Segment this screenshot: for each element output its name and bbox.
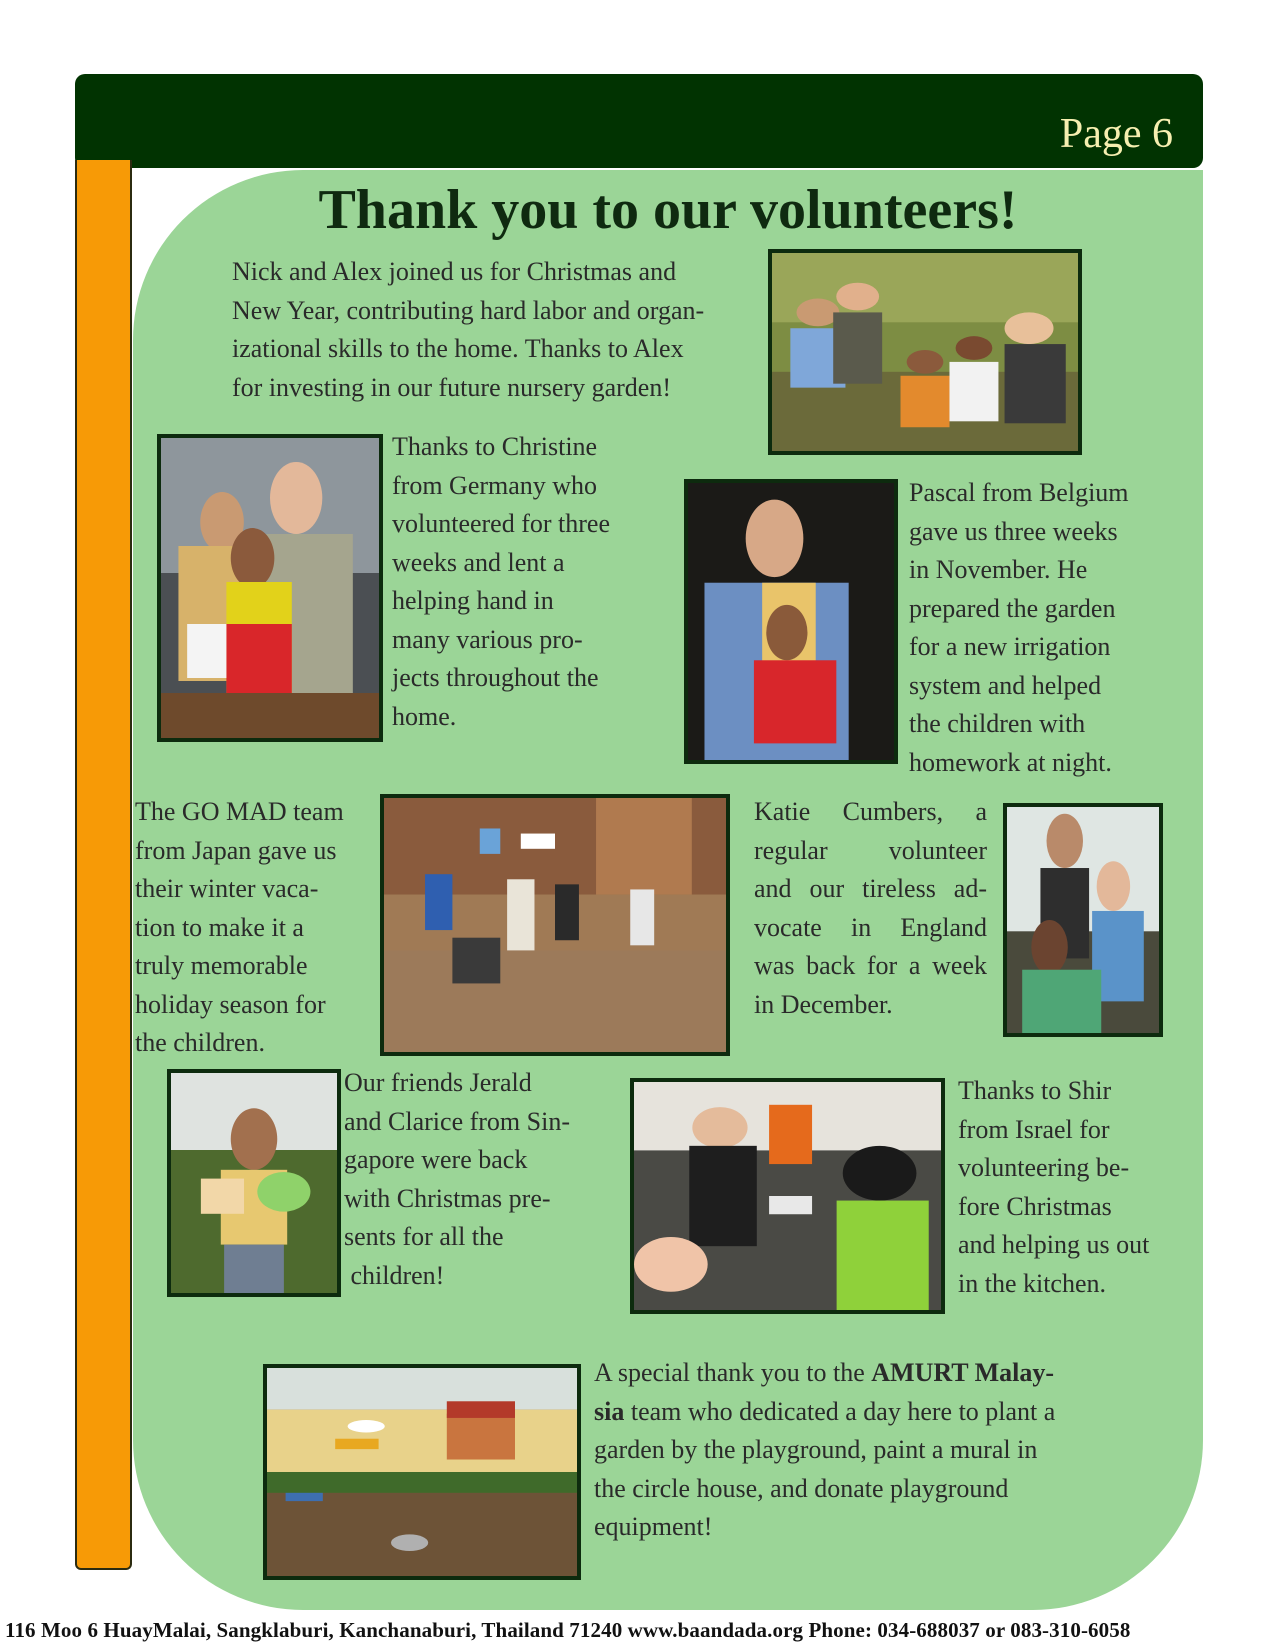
text-line: weeks and lent a <box>392 547 565 577</box>
text-line: izational skills to the home. Thanks to Alex <box>232 334 684 363</box>
text-katie <box>754 793 987 1024</box>
text-line: volunteering be- <box>958 1153 1130 1182</box>
text-line: Thanks to Christine <box>392 432 598 461</box>
text-line: Our friends Jerald <box>344 1068 532 1097</box>
text-line: the circle house, and donate playground <box>594 1473 1009 1503</box>
text-line: regular volunteer <box>754 835 987 865</box>
text-line: in December. <box>754 989 893 1019</box>
photo-amurt-mural <box>263 1364 581 1580</box>
text-line: New Year, contributing hard labor and organ- <box>232 295 705 325</box>
text-line: tion to make it a <box>135 912 304 942</box>
text-segment: A special thank you to the <box>594 1358 872 1387</box>
amurt-name-part1: AMURT Malay- <box>871 1358 1055 1387</box>
text-line: from Germany who <box>392 470 598 500</box>
text-nick-alex <box>232 253 762 407</box>
header-bar <box>75 74 1203 168</box>
text-line <box>594 1393 1174 1432</box>
photo-go-mad-team <box>380 794 730 1056</box>
text-jerald-clarice <box>344 1064 604 1295</box>
text-line: helping hand in <box>392 586 554 615</box>
text-segment: team who dedicated a day here to plant a <box>624 1396 1056 1426</box>
text-line: in the kitchen. <box>958 1268 1107 1298</box>
text-line: the children with <box>909 709 1086 738</box>
text-line: sents for all the <box>344 1222 504 1251</box>
footer-contact: 116 Moo 6 HuayMalai, Sangklaburi, Kanchanaburi, Thailand 71240 www.baandada.org Phone: 034-688037 or 083-310-6058 <box>5 1618 1131 1642</box>
text-line <box>594 1354 1174 1393</box>
text-line: the children. <box>135 1028 265 1057</box>
text-christine <box>392 428 652 736</box>
photo-katie <box>1003 803 1163 1037</box>
text-line: equipment! <box>594 1512 713 1541</box>
page-number: Page 6 <box>1059 111 1173 157</box>
text-line: Thanks to Shir <box>958 1076 1112 1105</box>
text-line: Nick and Alex joined us for Christmas and <box>232 257 677 286</box>
text-line: truly memorable <box>135 951 308 980</box>
photo-nick-alex-group <box>768 249 1082 455</box>
page-title: Thank you to our volunteers! <box>318 179 1018 241</box>
text-pascal <box>909 474 1179 782</box>
text-line: and helping us out <box>958 1230 1150 1259</box>
text-line: from Israel for <box>958 1114 1110 1144</box>
text-line: and our tireless ad- <box>754 874 987 903</box>
text-line: prepared the garden <box>909 593 1116 623</box>
text-line: garden by the playground, paint a mural in <box>594 1435 1038 1464</box>
text-go-mad <box>135 793 380 1063</box>
text-line: for investing in our future nursery garden! <box>232 372 671 402</box>
text-line: in November. He <box>909 555 1088 584</box>
text-line: holiday season for <box>135 989 326 1019</box>
text-line: their winter vaca- <box>135 874 319 903</box>
text-line: with Christmas pre- <box>344 1183 551 1213</box>
side-accent-bar <box>75 160 132 1570</box>
text-line: and Clarice from Sin- <box>344 1106 570 1136</box>
photo-jerald-clarice <box>167 1069 341 1297</box>
text-line: system and helped <box>909 670 1102 700</box>
text-line: vocate in England <box>754 912 987 942</box>
text-line: Katie Cumbers, a <box>754 797 987 826</box>
text-line: Pascal from Belgium <box>909 478 1129 507</box>
text-amurt <box>594 1354 1174 1547</box>
photo-christine <box>157 434 383 742</box>
text-line: homework at night. <box>909 747 1112 777</box>
text-line: jects throughout the <box>392 663 599 692</box>
text-line: fore Christmas <box>958 1191 1112 1221</box>
text-line: gave us three weeks <box>909 516 1118 546</box>
text-line: The GO MAD team <box>135 797 344 826</box>
photo-pascal <box>684 479 898 764</box>
photo-shir <box>630 1078 945 1314</box>
text-line: home. <box>392 701 457 731</box>
text-line: was back for a week <box>754 951 987 980</box>
text-line: children! <box>344 1260 445 1290</box>
text-line: from Japan gave us <box>135 835 337 865</box>
text-shir <box>958 1072 1198 1303</box>
text-line: many various pro- <box>392 624 583 654</box>
text-line: volunteered for three <box>392 509 611 538</box>
text-line: gapore were back <box>344 1145 528 1174</box>
text-line: for a new irrigation <box>909 632 1111 661</box>
amurt-name-part2: sia <box>594 1396 625 1426</box>
